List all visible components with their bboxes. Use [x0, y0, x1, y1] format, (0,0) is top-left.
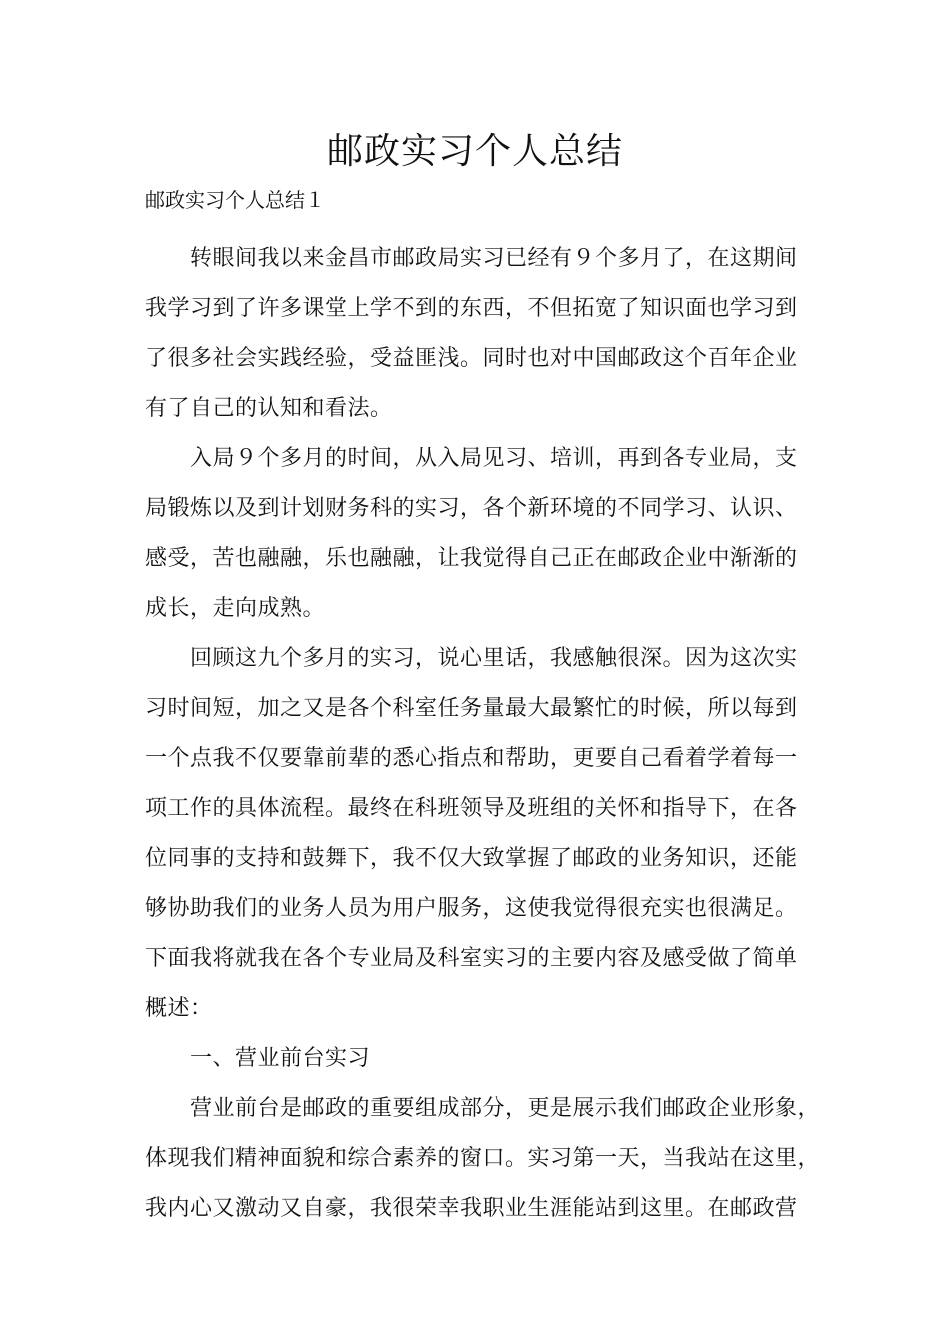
- paragraph-line: 概述：: [145, 996, 213, 1021]
- document-subtitle: 邮政实习个人总结１: [145, 188, 325, 212]
- document-body: [145, 234, 821, 1234]
- paragraph-3: [145, 634, 810, 1034]
- paragraph-line: 体现我们精神面貌和综合素养的窗口。实习第一天，当我站在这里，: [145, 1146, 821, 1171]
- section-heading: [145, 1034, 810, 1084]
- paragraph-line: 感受，苦也融融，乐也融融，让我觉得自己正在邮政企业中渐渐的: [145, 546, 798, 571]
- paragraph-line: 下面我将就我在各个专业局及科室实习的主要内容及感受做了简单: [145, 946, 798, 971]
- paragraph-line: 项工作的具体流程。最终在科班领导及班组的关怀和指导下，在各: [145, 796, 798, 821]
- paragraph-line: 局锻炼以及到计划财务科的实习，各个新环境的不同学习、认识、: [145, 496, 798, 521]
- document-title: 邮政实习个人总结: [326, 131, 623, 172]
- paragraph-line: 了很多社会实践经验，受益匪浅。同时也对中国邮政这个百年企业: [145, 346, 798, 371]
- paragraph-line: 入局９个多月的时间，从入局见习、培训，再到各专业局，支: [190, 446, 798, 471]
- paragraph-line: 有了自己的认知和看法。: [145, 396, 393, 421]
- paragraph-5: [145, 1084, 821, 1234]
- paragraph-line: 够协助我们的业务人员为用户服务，这使我觉得很充实也很满足。: [145, 896, 798, 921]
- paragraph-line: 我内心又激动又自豪，我很荣幸我职业生涯能站到这里。在邮政营: [145, 1196, 798, 1221]
- paragraph-line: 习时间短，加之又是各个科室任务量最大最繁忙的时候，所以每到: [145, 696, 798, 721]
- section-heading-text: 一、营业前台实习: [190, 1046, 371, 1071]
- paragraph-1: [145, 234, 810, 434]
- paragraph-line: 成长，走向成熟。: [145, 596, 326, 621]
- paragraph-line: 营业前台是邮政的重要组成部分，更是展示我们邮政企业形象，: [190, 1096, 821, 1121]
- paragraph-line: 位同事的支持和鼓舞下，我不仅大致掌握了邮政的业务知识，还能: [145, 846, 798, 871]
- paragraph-line: 一个点我不仅要靠前辈的悉心指点和帮助，更要自己看着学着每一: [145, 746, 798, 771]
- paragraph-line: 我学习到了许多课堂上学不到的东西，不但拓宽了知识面也学习到: [145, 296, 798, 321]
- paragraph-2: [145, 434, 810, 634]
- paragraph-line: 回顾这九个多月的实习，说心里话，我感触很深。因为这次实: [190, 646, 798, 671]
- paragraph-line: 转眼间我以来金昌市邮政局实习已经有９个多月了，在这期间: [190, 246, 798, 271]
